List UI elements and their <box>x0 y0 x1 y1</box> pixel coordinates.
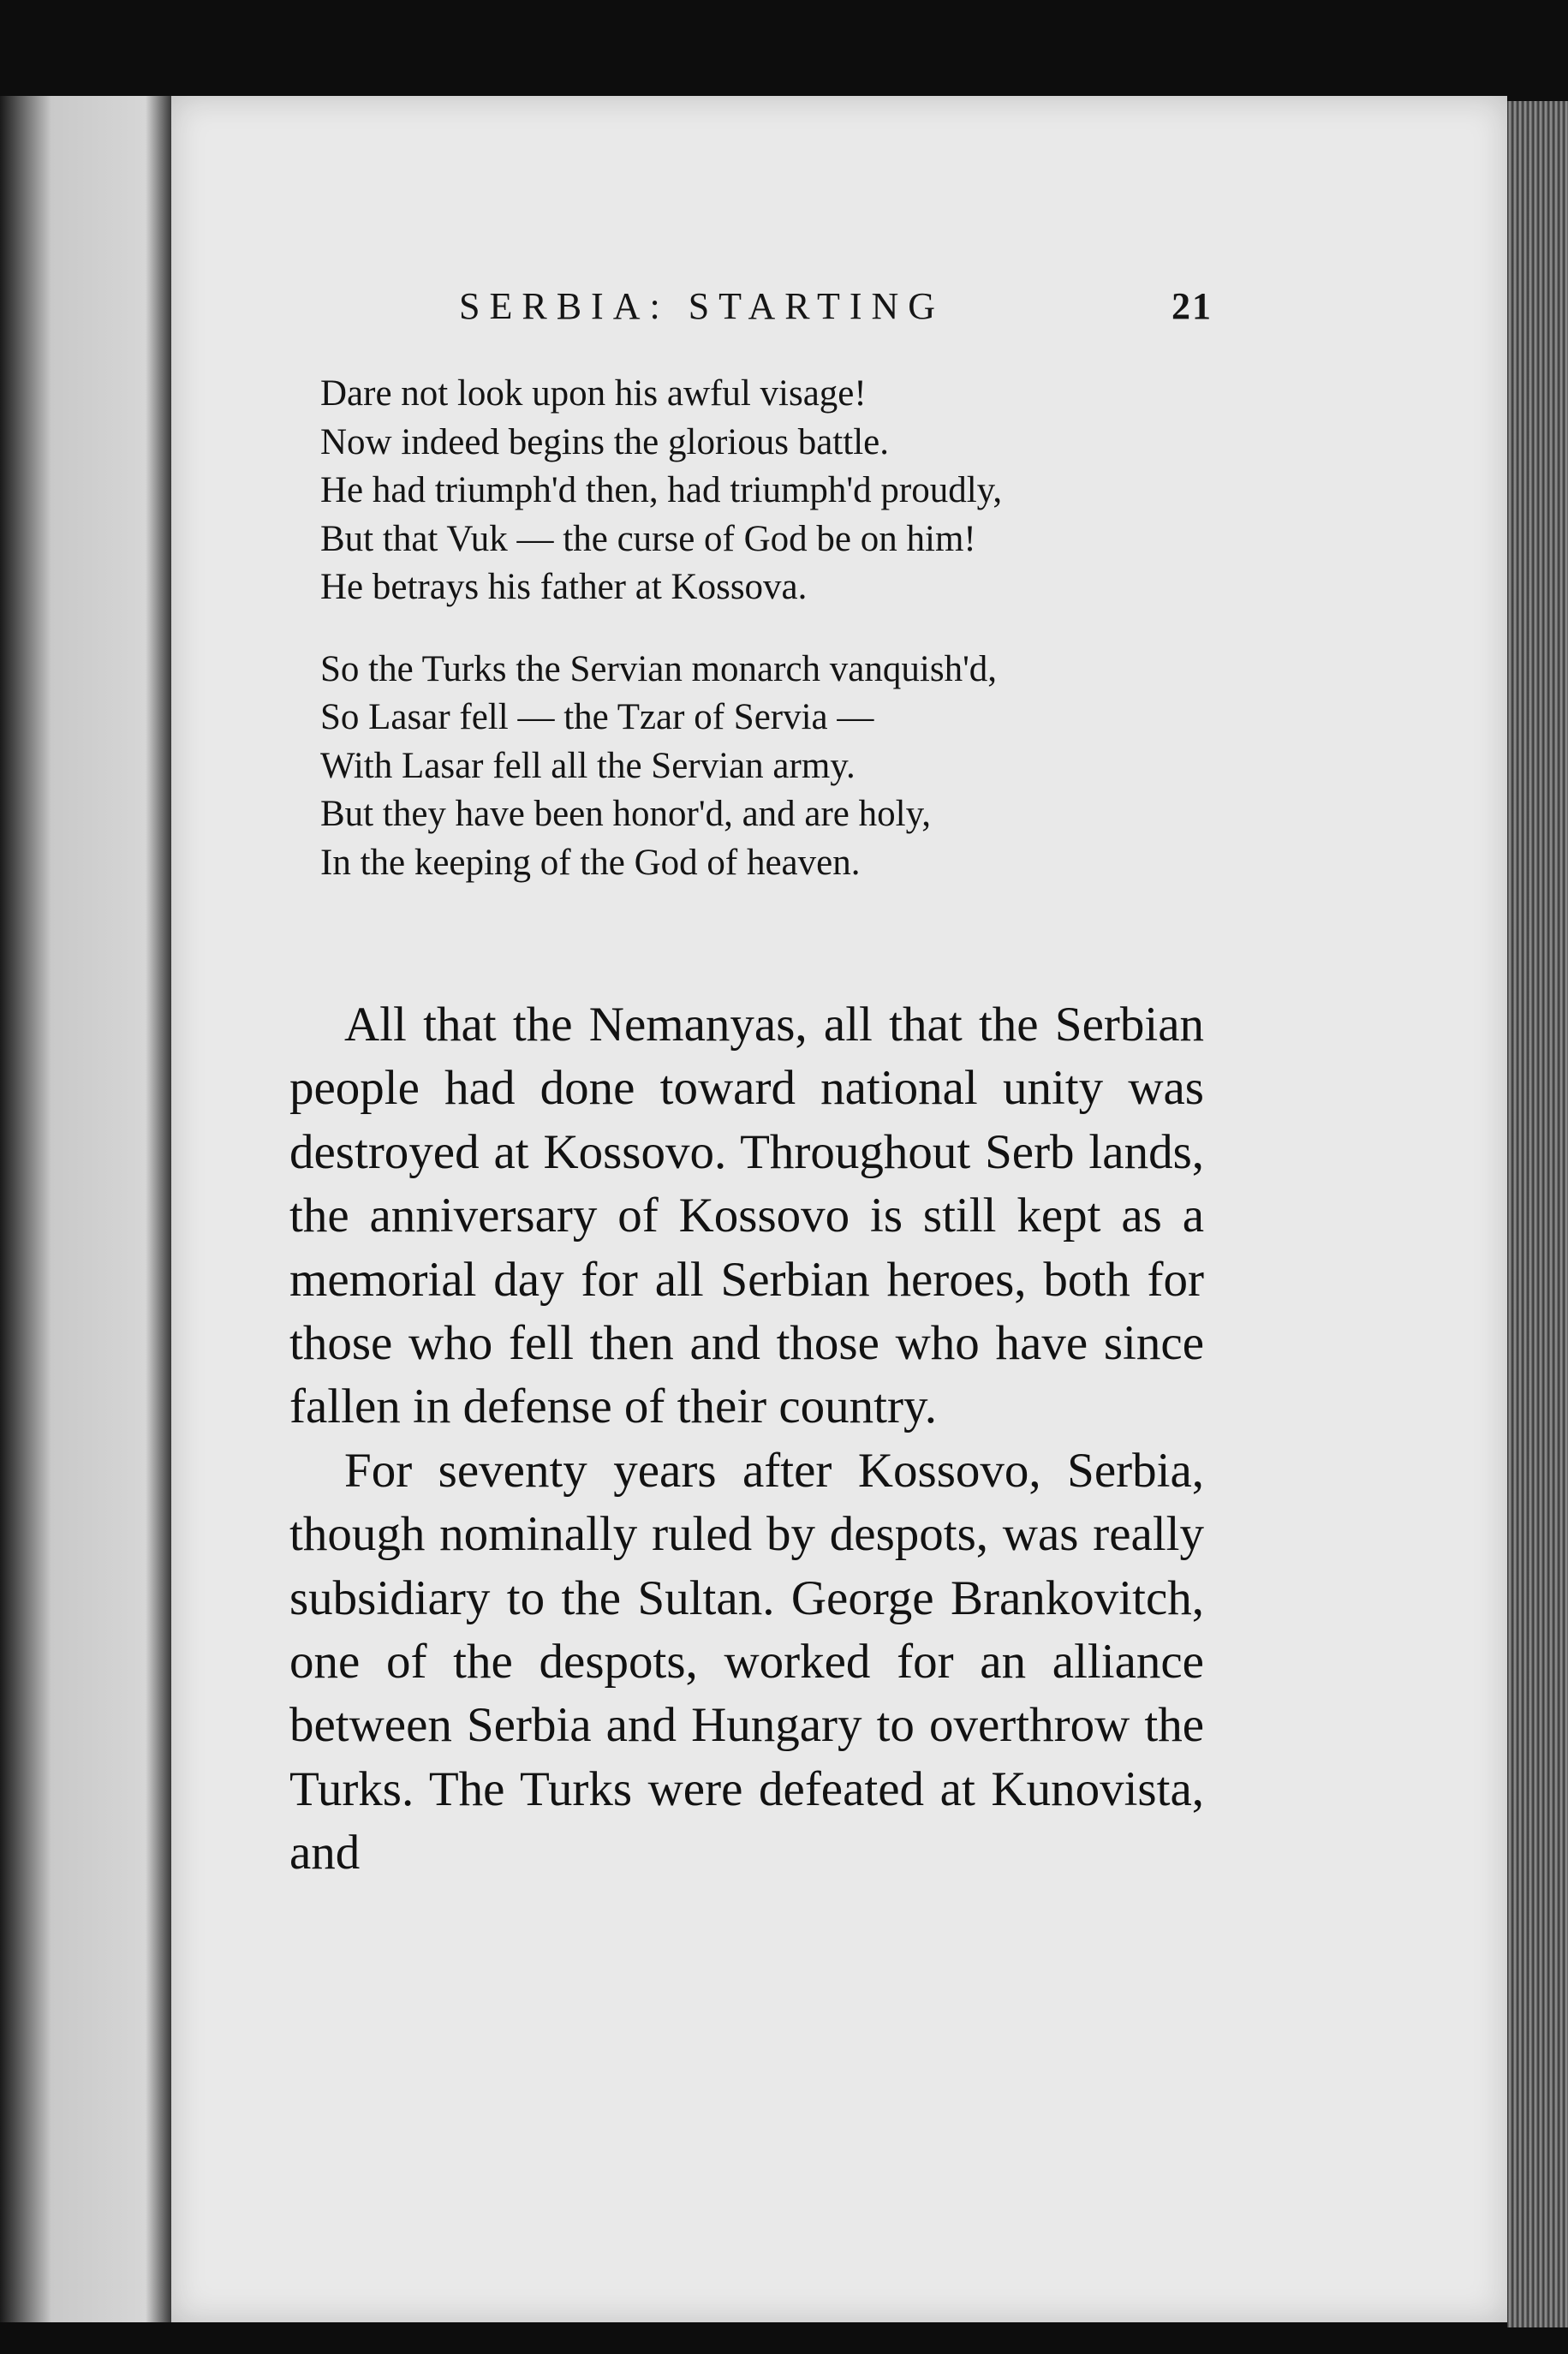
poem-line: But they have been honor'd, and are holy, <box>320 794 932 834</box>
running-head <box>459 284 1213 336</box>
poem-stanza <box>320 370 1245 612</box>
poem-line: So the Turks the Servian monarch vanquish'd, <box>320 648 998 689</box>
body-text <box>289 993 1204 1886</box>
poem-line: Dare not look upon his awful visage! <box>320 373 867 414</box>
poem-line: Now indeed begins the glorious battle. <box>320 421 889 462</box>
body-paragraph: For seventy years after Kossovo, Serbia, though nominally ruled by despots, was really subsidiary to the Sultan. George Brankovitch, one of the despots, worked for an alliance between Serbia and Hungary to overthrow the Turks. The Turks were defeated at Kunovista, and <box>289 1443 1204 1880</box>
book-spine-shadow <box>0 96 171 2322</box>
page-number: 21 <box>1172 285 1213 327</box>
page-edges <box>1507 101 1568 2327</box>
running-head-title: SERBIA: STARTING <box>459 285 945 327</box>
poem-line: He betrays his father at Kossova. <box>320 567 808 607</box>
body-paragraph: All that the Nemanyas, all that the Serbian people had done toward national unity was destroyed at Kossovo. Throughout Serb lands, the anniversary of Kossovo is still kept as a memorial day for all Serbian heroes, both for those who fell then and those who have since fallen in defense of their country. <box>289 998 1204 1434</box>
poem-stanza <box>320 646 1245 888</box>
poem-line: With Lasar fell all the Servian army. <box>320 745 856 786</box>
poem-line: In the keeping of the God of heaven. <box>320 842 861 883</box>
poem-line: But that Vuk — the curse of God be on him! <box>320 518 976 559</box>
poem-quotation <box>320 370 1245 887</box>
poem-line: So Lasar fell — the Tzar of Servia — <box>320 697 874 737</box>
poem-line: He had triumph'd then, had triumph'd proudly, <box>320 470 1003 510</box>
